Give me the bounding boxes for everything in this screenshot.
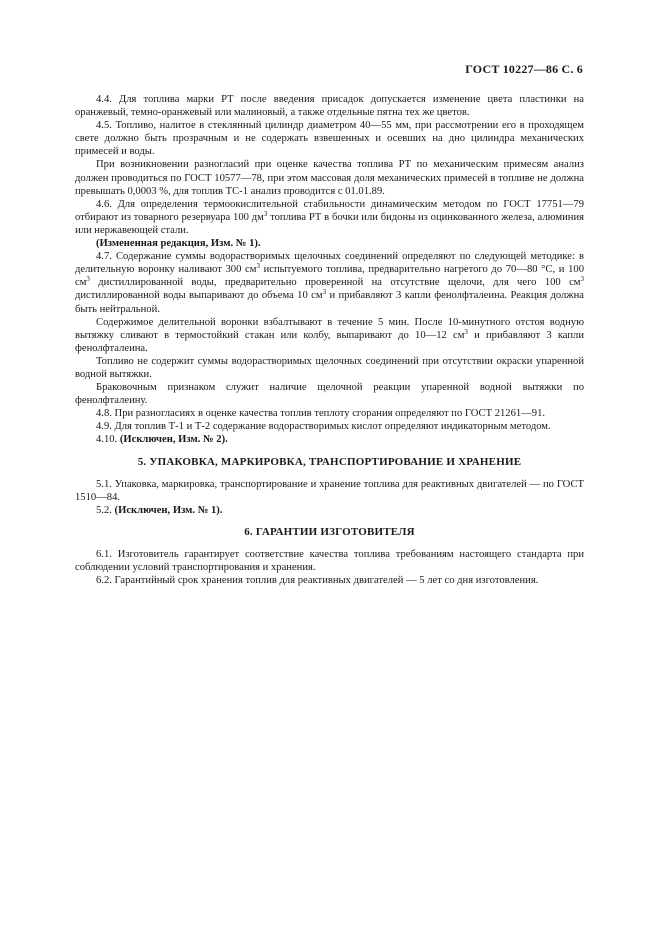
paragraph-4-7: 4.7. Содержание суммы водорастворимых щелочных соединений определяют по следующей методике: в делительную воронку наливают 300 $см^3$ испытуемого топлива, предварительно нагретого до 70—80 °С, и 100 $см^3$ дистиллированной воды, предварительно проверенной на отсутствие щелочи, для чего 100 $см^3$ дистиллированной воды выпаривают до объема 10 $см^3$ и прибавляют 3 капли фенолфталеина. Реакция должна быть нейтральной. [75,251,584,315]
page-header: ГОСТ 10227—86 С. 6 [465,62,583,76]
paragraph-6-2: 6.2. Гарантийный срок хранения топлив для реактивных двигателей — 5 лет со дня изготовления. [96,575,539,587]
paragraph-5-1: 5.1. Упаковка, маркировка, транспортирование и хранение топлива для реактивных двигателей — по ГОСТ 1510—84. [75,478,584,503]
paragraph-4-8: 4.8. При разногласиях в оценке качества топлив теплоту сгорания определяют по ГОСТ 21261—91. [96,408,546,420]
section-6-heading: 6. ГАРАНТИИ ИЗГОТОВИТЕЛЯ [244,525,415,538]
paragraph-5-2: 5.2. (Исключен, Изм. № 1). [96,504,223,516]
paragraph-reject-criterion: Браковочным признаком служит наличие щелочной реакции упаренной водной вытяжки по фенолфталеину. [75,382,584,407]
paragraph-4-10: 4.10. (Исключен, Изм. № 2). [96,434,228,446]
paragraph-4-5: 4.5. Топливо, налитое в стеклянный цилиндр диаметром 40—55 мм, при рассмотрении его в проходящем свете должно быть прозрачным и не содержать взвешенных и осевших на дно цилиндра механических примесей и воды. [75,120,584,158]
document-body [75,93,584,587]
amendment-note: (Измененная редакция, Изм. № 1). [96,238,261,250]
paragraph-no-alkali: Топливо не содержит суммы водорастворимых щелочных соединений при отсутствии окраски упаренной водной вытяжки. [75,355,584,380]
paragraph-disagreements: При возникновении разногласий при оценке качества топлива РТ по механическим примесям анализ должен проводиться по ГОСТ 10577—78, при этом массовая доля механических примесей в топливе не должна превышать 0,0003 %, для топлив ТС-1 анализ проводится с 01.01.89. [75,159,584,197]
paragraph-4-9: 4.9. Для топлив Т-1 и Т-2 содержание водорастворимых кислот определяют индикаторным методом. [96,421,551,433]
paragraph-4-4: 4.4. Для топлива марки РТ после введения присадок допускается изменение цвета пластинки на оранжевый, темно-оранжевый или малиновый, а также отдельные пятна тех же цветов. [75,94,584,119]
paragraph-funnel: Содержимое делительной воронки взбалтывают в течение 5 мин. После 10-минутного отстоя водную вытяжку сливают в термостойкий стакан или колбу, выпаривают до 10—12 $см^3$ и прибавляют 3 капли фенолфталеина. [75,316,584,354]
paragraph-4-6: 4.6. Для определения термоокислительной стабильности динамическим методом по ГОСТ 17751—79 отбирают из товарного резервуара 100 $дм^3$ топлива РТ в бочки или бидоны из оцинкованного железа, алюминия или нержавеющей стали. [75,198,584,236]
section-5-heading: 5. УПАКОВКА, МАРКИРОВКА, ТРАНСПОРТИРОВАНИЕ И ХРАНЕНИЕ [137,455,522,468]
paragraph-6-1: 6.1. Изготовитель гарантирует соответствие качества топлива требованиям настоящего стандарта при соблюдении условий транспортирования и хранения. [75,549,584,574]
